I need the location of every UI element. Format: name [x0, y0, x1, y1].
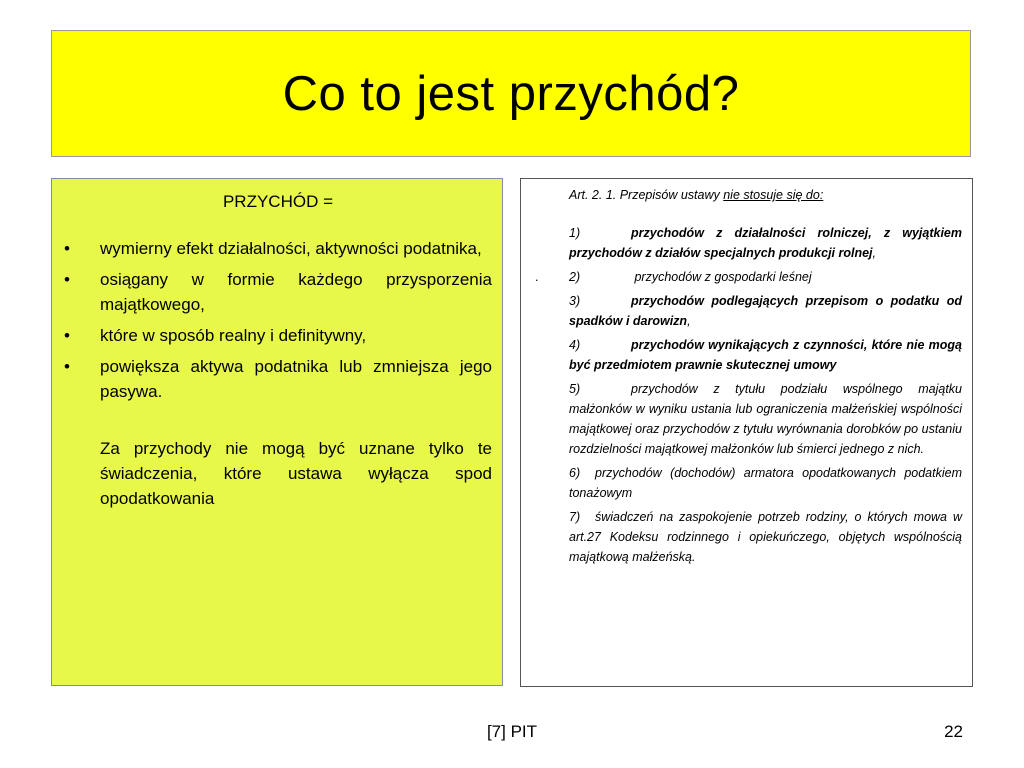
article-item [569, 335, 962, 375]
margin-dot: . [535, 270, 539, 284]
list-item-text: osiągany w formie każdego przysporzenia majątkowego, [100, 270, 492, 314]
title-banner [51, 30, 971, 157]
article-item-tail: , [872, 246, 877, 260]
article-item-number: 2) [569, 270, 581, 284]
slide-title: Co to jest przychód? [282, 66, 740, 121]
article-item [569, 507, 962, 567]
definition-panel [51, 178, 503, 686]
footer-label: [7] PIT [486, 722, 538, 741]
article-item-number: 3) [569, 294, 581, 308]
article-item [535, 267, 962, 287]
list-item [64, 236, 492, 261]
article-heading-prefix: Art. 2. 1. Przepisów ustawy [569, 188, 724, 202]
article-item [569, 291, 962, 331]
article-item-text: przychodów z tytułu podziału wspólnego majątku małżonków w wyniku ustania lub ograniczenia małżeńskiej wspólności majątkowej oraz przychodów z tytułu wyrównania dorobków po ustaniu rozdzielności majątkowej małżonków lub śmierci jednego z nich. [569, 382, 962, 456]
article-heading-underlined: nie stosuje się do: [723, 188, 824, 202]
article-item-number: 4) [569, 338, 581, 352]
list-item-text: powiększa aktywa podatnika lub zmniejsza jego pasywa. [100, 357, 492, 401]
definition-list [64, 236, 492, 404]
bullet-icon: • [64, 326, 70, 345]
bullet-icon: • [64, 239, 70, 258]
article-item [569, 223, 962, 263]
article-item-text: świadczeń na zaspokojenie potrzeb rodziny, o których mowa w art.27 Kodeksu rodzinnego i opiekuńczego, objętych wspólnością majątkową małżeńską. [569, 510, 962, 564]
bullet-icon: • [64, 357, 70, 376]
article-item-number: 1) [569, 226, 581, 240]
article-item [569, 379, 962, 459]
list-item [64, 354, 492, 404]
article-heading [569, 185, 962, 205]
article-item-text: przychodów wynikających z czynności, które nie mogą być przedmiotem prawnie skutecznej umowy [569, 338, 962, 372]
article-item-text: przychodów podlegających przepisom o podatku od spadków i darowizn [569, 294, 962, 328]
article-item-number: 7) [569, 510, 581, 524]
list-item-text: które w sposób realny i definitywny, [100, 326, 367, 345]
article-item-number: 5) [569, 382, 581, 396]
exclusion-note: Za przychody nie mogą być uznane tylko te świadczenia, które ustawa wyłącza spod opodatkowania [100, 439, 492, 508]
definition-heading: PRZYCHÓD = [222, 192, 334, 211]
article-item-text: przychodów z działalności rolniczej, z wyjątkiem przychodów z działów specjalnych produkcji rolnej [569, 226, 962, 260]
list-item [64, 323, 492, 348]
article-item-text: przychodów (dochodów) armatora opodatkowanych podatkiem tonażowym [569, 466, 962, 500]
article-item-number: 6) [569, 466, 581, 480]
list-item-text: wymierny efekt działalności, aktywności podatnika, [100, 239, 482, 258]
law-article-panel [520, 178, 973, 687]
article-item-tail: , [687, 314, 691, 328]
bullet-icon: • [64, 270, 70, 289]
page-number: 22 [944, 722, 963, 741]
article-item [569, 463, 962, 503]
list-item [64, 267, 492, 317]
article-item-text: przychodów z gospodarki leśnej [631, 270, 812, 284]
